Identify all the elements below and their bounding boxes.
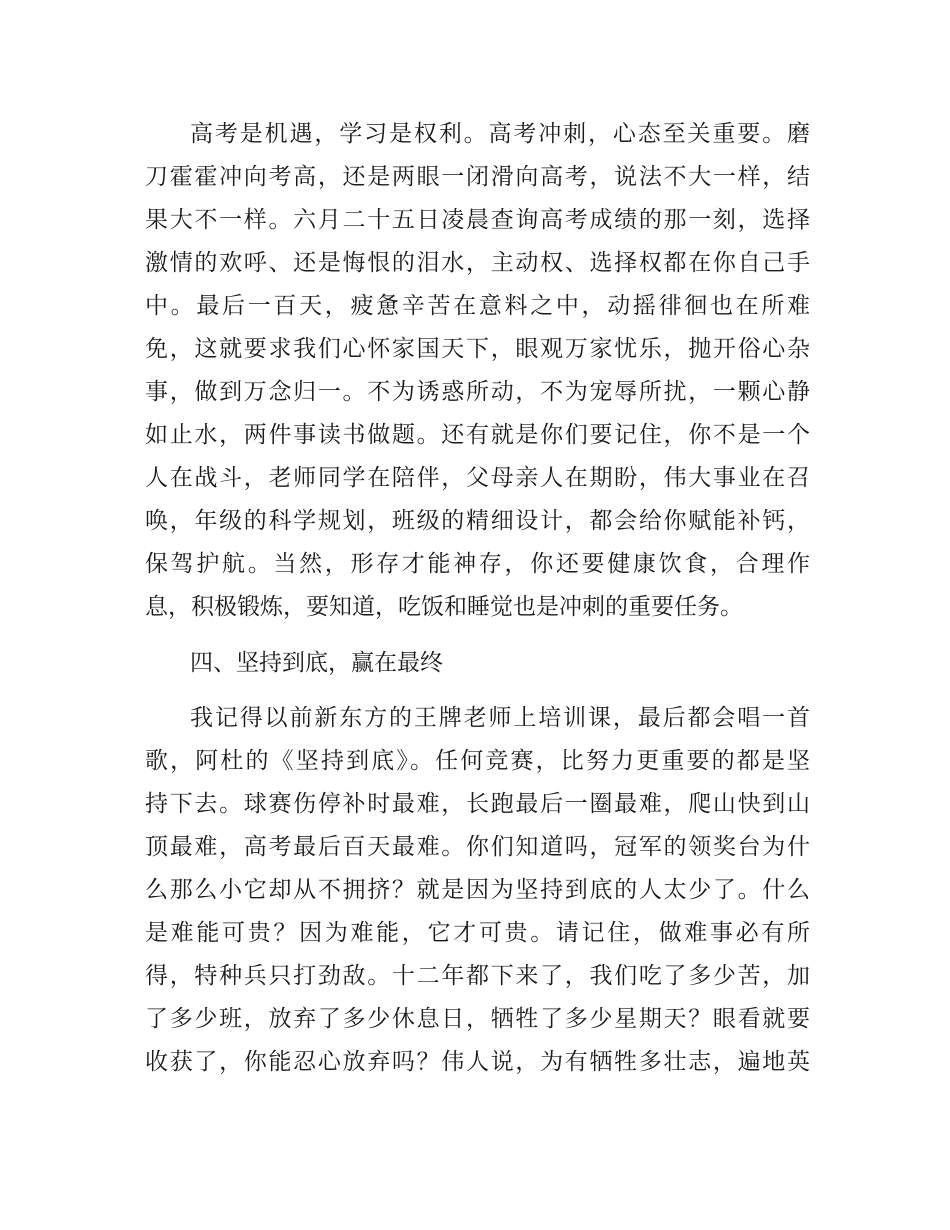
paragraph-2-line: 持下去。球赛伤停补时最难，长跑最后一圈最难，爬山快到山 bbox=[145, 791, 810, 817]
paragraph-2-line: 我记得以前新东方的王牌老师上培训课，最后都会唱一首 bbox=[190, 705, 810, 731]
section-heading: 四、坚持到底，赢在最终 bbox=[190, 650, 443, 676]
paragraph-1-line: 息，积极锻炼，要知道，吃饭和睡觉也是冲刺的重要任务。 bbox=[145, 594, 743, 620]
paragraph-1-line: 中。最后一百天，疲惫辛苦在意料之中，动摇徘徊也在所难 bbox=[145, 293, 810, 319]
paragraph-2-line: 歌，阿杜的《坚持到底》。任何竞赛，比努力更重要的都是坚 bbox=[145, 748, 810, 774]
paragraph-1-line: 刀霍霍冲向考高，还是两眼一闭滑向高考，说法不大一样，结 bbox=[145, 164, 810, 190]
paragraph-2-line: 了多少班，放弃了多少休息日，牺牲了多少星期天？眼看就要 bbox=[145, 1006, 810, 1032]
paragraph-2-line: 是难能可贵？因为难能，它才可贵。请记住，做难事必有所 bbox=[145, 920, 810, 946]
paragraph-1-line: 高考是机遇，学习是权利。高考冲刺，心态至关重要。磨 bbox=[190, 121, 810, 147]
paragraph-1-line: 唤，年级的科学规划，班级的精细设计，都会给你赋能补钙， bbox=[145, 508, 810, 534]
paragraph-2-line: 收获了，你能忍心放弃吗？伟人说，为有牺牲多壮志，遍地英 bbox=[145, 1049, 810, 1075]
paragraph-1-line: 果大不一样。六月二十五日凌晨查询高考成绩的那一刻，选择 bbox=[145, 207, 810, 233]
paragraph-1-line: 人在战斗，老师同学在陪伴，父母亲人在期盼，伟大事业在召 bbox=[145, 465, 810, 491]
paragraph-2-line: 得，特种兵只打劲敌。十二年都下来了，我们吃了多少苦，加 bbox=[145, 963, 810, 989]
paragraph-2-line: 顶最难，高考最后百天最难。你们知道吗，冠军的领奖台为什 bbox=[145, 834, 810, 860]
paragraph-2-line: 么那么小它却从不拥挤？就是因为坚持到底的人太少了。什么 bbox=[145, 877, 810, 903]
paragraph-1-line: 免，这就要求我们心怀家国天下，眼观万家忧乐，抛开俗心杂 bbox=[145, 336, 810, 362]
paragraph-1-line: 保驾护航。当然，形存才能神存，你还要健康饮食，合理作 bbox=[145, 551, 810, 577]
paragraph-1-line: 如止水，两件事读书做题。还有就是你们要记住，你不是一个 bbox=[145, 422, 810, 448]
paragraph-1-line: 事，做到万念归一。不为诱惑所动，不为宠辱所扰，一颗心静 bbox=[145, 379, 810, 405]
paragraph-1-line: 激情的欢呼、还是悔恨的泪水，主动权、选择权都在你自己手 bbox=[145, 250, 810, 276]
